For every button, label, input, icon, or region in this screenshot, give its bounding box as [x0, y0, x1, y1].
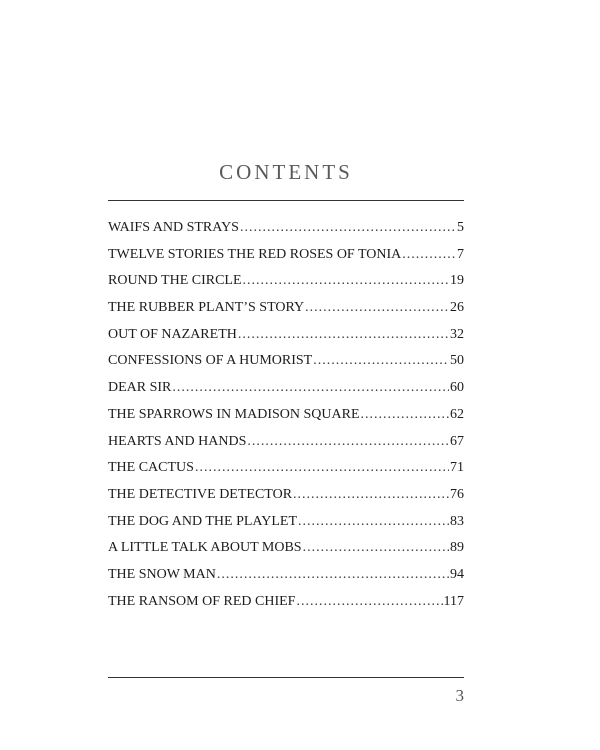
- dot-leader: [172, 380, 449, 396]
- toc-entry: [108, 487, 464, 514]
- toc-entry-page: 26: [450, 300, 464, 316]
- toc-entry-page: 32: [450, 326, 464, 342]
- dot-leader: [303, 540, 449, 556]
- dot-leader: [313, 353, 449, 369]
- bottom-divider: [108, 677, 464, 678]
- toc-entry: [108, 407, 464, 434]
- toc-entry-title: THE SNOW MAN: [108, 566, 216, 582]
- toc-entry-page: 83: [450, 513, 464, 529]
- dot-leader: [402, 247, 456, 263]
- toc-entry-title: DEAR SIR: [108, 380, 172, 396]
- dot-leader: [298, 514, 449, 530]
- dot-leader: [195, 460, 449, 476]
- toc-entry-page: 94: [450, 566, 464, 582]
- toc-entry-title: OUT OF NAZARETH: [108, 326, 237, 342]
- toc-entry: [108, 460, 464, 487]
- toc-entry-page: 62: [450, 406, 464, 422]
- dot-leader: [247, 434, 449, 450]
- toc-entry: [108, 514, 464, 541]
- dot-leader: [240, 220, 456, 236]
- toc-entry: [108, 594, 464, 621]
- toc-entry-page: 5: [457, 220, 464, 235]
- toc-entry-page: 117: [443, 593, 464, 609]
- toc-entry: [108, 353, 464, 380]
- dot-leader: [238, 327, 449, 343]
- toc-entry-page: 89: [450, 540, 464, 556]
- toc-entry-title: THE DOG AND THE PLAYLET: [108, 513, 297, 529]
- toc-entry-page: 67: [450, 433, 464, 449]
- toc-entry-title: WAIFS AND STRAYS: [108, 220, 239, 235]
- toc-entry-title: HEARTS AND HANDS: [108, 433, 247, 449]
- dot-leader: [296, 594, 442, 610]
- toc-entry-page: 7: [457, 246, 464, 262]
- toc-entry-title: ROUND THE CIRCLE: [108, 273, 242, 289]
- page-number: 3: [455, 686, 464, 705]
- toc-entry-title: A LITTLE TALK ABOUT MOBS: [108, 540, 302, 556]
- toc-entry: [108, 434, 464, 461]
- toc-entry-title: THE SPARROWS IN MADISON SQUARE: [108, 406, 360, 422]
- dot-leader: [243, 273, 449, 289]
- toc-entry-page: 50: [450, 353, 464, 369]
- toc-entry: [108, 567, 464, 594]
- dot-leader: [293, 487, 449, 503]
- toc-entry-page: 76: [450, 486, 464, 502]
- toc-entry-page: 71: [450, 460, 464, 476]
- toc-entry: [108, 380, 464, 407]
- table-of-contents: [108, 220, 464, 620]
- toc-entry: [108, 540, 464, 567]
- toc-entry-title: THE RANSOM OF RED CHIEF: [108, 593, 296, 609]
- toc-entry-title: THE CACTUS: [108, 460, 194, 476]
- toc-entry: [108, 220, 464, 247]
- dot-leader: [305, 300, 449, 316]
- toc-entry: [108, 273, 464, 300]
- toc-entry: [108, 247, 464, 274]
- toc-entry-title: CONFESSIONS OF A HUMORIST: [108, 353, 313, 369]
- toc-entry-title: THE RUBBER PLANT’S STORY: [108, 300, 305, 316]
- contents-heading: CONTENTS: [219, 160, 353, 184]
- toc-entry-title: TWELVE STORIES THE RED ROSES OF TONIA: [108, 246, 402, 262]
- toc-entry-title: THE DETECTIVE DETECTOR: [108, 486, 293, 502]
- dot-leader: [361, 407, 449, 423]
- top-divider: [108, 200, 464, 201]
- toc-entry-page: 60: [450, 380, 464, 396]
- toc-entry: [108, 300, 464, 327]
- toc-entry: [108, 327, 464, 354]
- toc-entry-page: 19: [450, 273, 464, 289]
- dot-leader: [217, 567, 449, 583]
